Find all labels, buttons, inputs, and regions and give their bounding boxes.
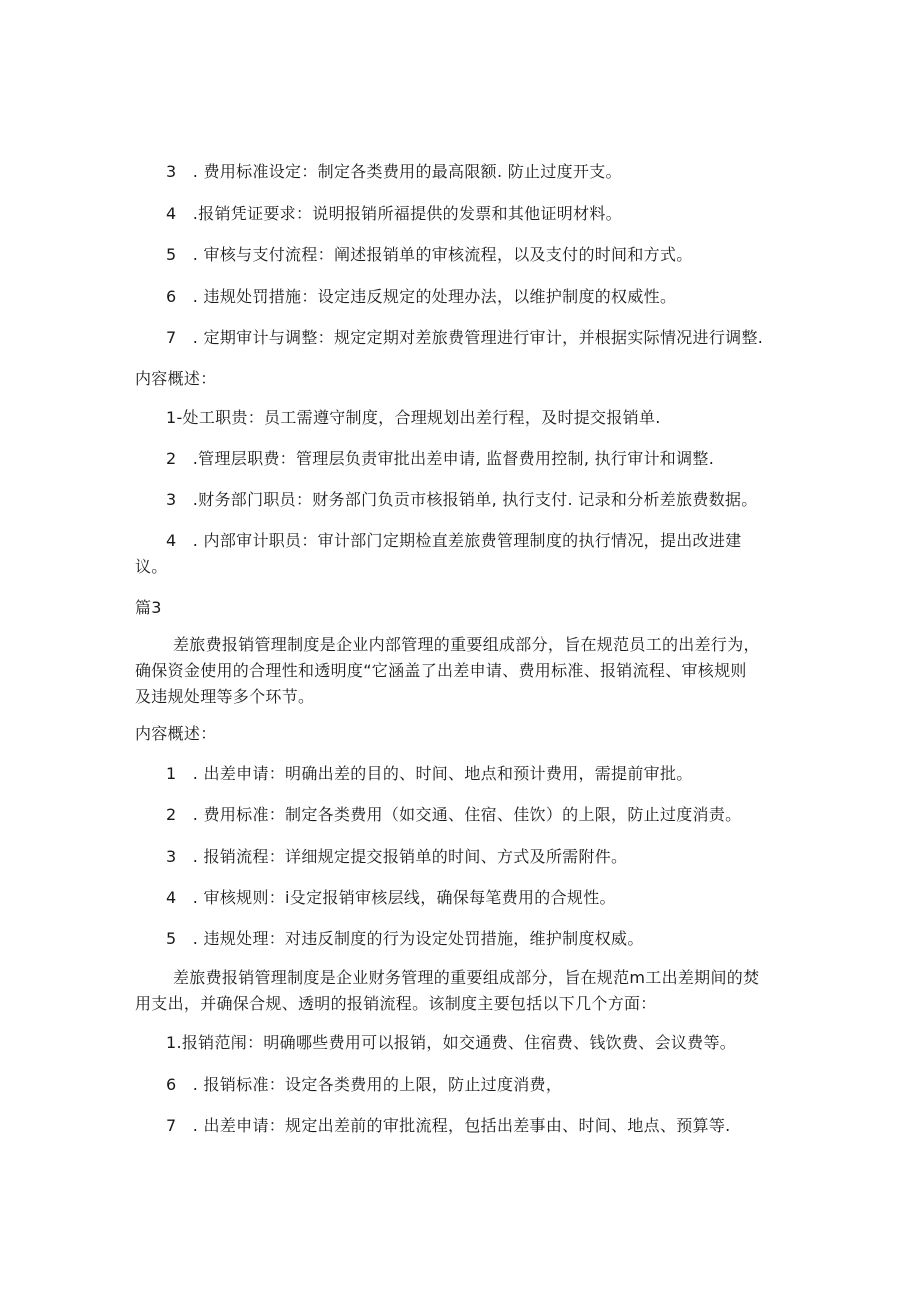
list-item-reimbursement-standard: 6 . 报销标准：设定各类费用的上限，防止过度消费， bbox=[166, 1075, 563, 1094]
paragraph-line: 差旅费报销管理制度是企业财务管理的重要组成部分，旨在规范m工出差期间的焚 bbox=[173, 968, 760, 987]
list-item-audit-rules: 4 . 审核规则：i殳定报销审核层线，确保每笔费用的合规性。 bbox=[166, 888, 616, 907]
paragraph-line: 确保资金使用的合理性和透明度“它涵盖了出差申请、费用标准、报销流程、审核规则 bbox=[135, 661, 747, 680]
list-item-cost-standard: 2 . 费用标准：制定各类费用（如交通、住宿、佳饮）的上限，防止过度消责。 bbox=[166, 805, 742, 824]
section-heading-part3: 篇3 bbox=[135, 598, 162, 617]
list-item-employee-duty: 1-处工职贵：员工需遵守制度，合理规划出差行程，及时提交报销单. bbox=[166, 408, 661, 427]
paragraph-line: 用支出，并确保合规、透明的报销流程。该制度主要包括以下几个方面： bbox=[135, 994, 657, 1013]
intro-paragraph-finance bbox=[135, 966, 759, 1016]
list-item-violation-handling: 5 . 违规处理：对违反制度的行为设定处罚措施，维护制度权威。 bbox=[166, 929, 644, 948]
list-item-voucher-requirement: 4 .报销凭证要求：说明报销所福提供的发票和其他证明材料。 bbox=[166, 204, 622, 223]
paragraph-line: 议。 bbox=[135, 557, 168, 576]
intro-paragraph-part3 bbox=[135, 633, 760, 709]
paragraph-line: 4 . 内部审计职员：审计部门定期检直差旅费管理制度的执行情况，提出改进建 bbox=[166, 531, 742, 550]
list-item-fee-standard: 3 . 费用标准设定：制定各类费用的最高限额. 防止过度开支。 bbox=[166, 162, 622, 181]
list-item-finance-duty: 3 .财务部门职员：财务部门负贡市核报销单, 执行支付. 记录和分析差旅费数据。 bbox=[166, 490, 758, 509]
paragraph-line: 及违规处理等多个环节。 bbox=[135, 687, 315, 706]
list-item-internal-audit-duty bbox=[135, 529, 741, 579]
list-item-audit-payment-process: 5 . 审核与支付流程：阐述报销单的审核流程，以及支付的时间和方式。 bbox=[166, 245, 693, 264]
section-heading-overview-2: 内容概述： bbox=[135, 724, 217, 743]
paragraph-line: 差旅费报销管理制度是企业内部管理的重要组成部分，旨在规范员工的出差行为， bbox=[173, 635, 760, 654]
list-item-violation-penalty: 6 . 违规处罚措施：设定违反规定的处理办法，以维护制度的权威性。 bbox=[166, 287, 677, 306]
section-heading-overview: 内容概述： bbox=[135, 369, 217, 388]
list-item-periodic-audit: 7 . 定期审计与调整：规定定期对差旅费管理进行审计，并根据实际情况进行调整. bbox=[166, 328, 764, 347]
list-item-reimbursement-scope: 1.报销范闱：明确哪些费用可以报销，如交通费、住宿费、钱饮费、会议费等。 bbox=[166, 1033, 737, 1052]
list-item-management-duty: 2 .管理层职费：管理层负责审批出差申请, 监督费用控制, 执行审计和调整. bbox=[166, 449, 715, 468]
list-item-reimbursement-process: 3 . 报销流程：详细规定提交报销单的时间、方式及所需附件。 bbox=[166, 847, 628, 866]
list-item-travel-application: 1 . 出差申请：明确出差的目的、时间、地点和预计费用，需提前审批。 bbox=[166, 764, 693, 783]
list-item-pre-travel-approval: 7 . 出差申请：规定出差前的审批流程，包括出差事由、时间、地点、预算等. bbox=[166, 1116, 731, 1135]
